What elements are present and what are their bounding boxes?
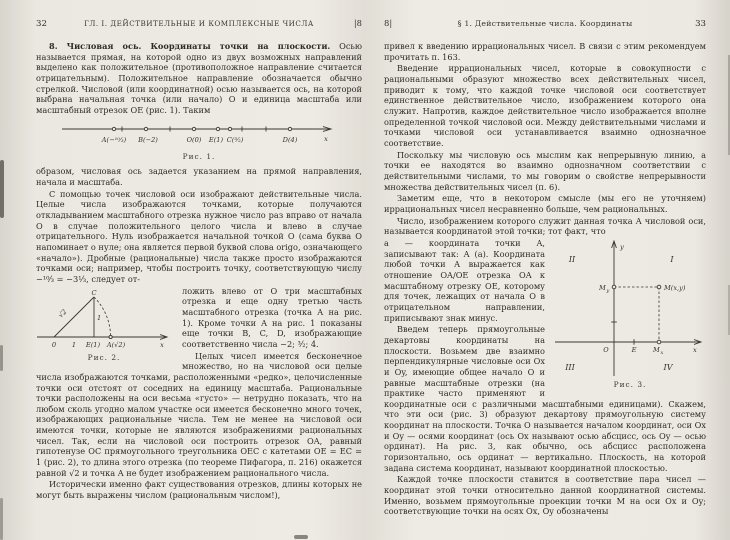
fig3-origin-label: O	[603, 345, 609, 354]
fig2-a-point-label: A(√2)	[106, 340, 126, 349]
fig3-e-point-label: E	[631, 345, 637, 354]
figure2-text-wrap	[36, 286, 362, 480]
figure-2	[36, 289, 172, 363]
left-page-number: 32	[36, 19, 47, 29]
paragraph-historical-note: Исторически именно факт существования отрезков, длины которых не могут быть выражены числом (рациональным числом!),	[36, 479, 362, 501]
paragraph-text: Осью называется прямая, на которой одно из двух возможных направлений выделено как положительное (противоположное направление считается отрицательным). Положительное направление обозначается обычно стрелкой. Числовой (или координатной) осью называется ось, на которой выбрана начальная точка (или начало) O и единица масштаба или масштабный отрезок OE (рис. 1). Таким	[36, 41, 362, 116]
fig3-m-point-label: M(x,y)	[664, 283, 686, 292]
paragraph-irrational-intro-continued: привел к введению иррациональных чисел. В связи с этим рекомендуем прочитать п. 163.	[384, 41, 706, 62]
fig2-top-vertex-label: C	[91, 288, 97, 297]
paragraph-axis-definition	[36, 41, 362, 116]
figure-2-caption: Рис. 2.	[87, 352, 121, 362]
fig1-point-label-d: D(4)	[282, 135, 298, 144]
fig2-base-leg-label: 1	[71, 340, 77, 349]
figure-3	[554, 238, 706, 390]
right-page	[384, 18, 706, 518]
inline-section-heading: 8. Числовая ось. Координаты точки на плоскости.	[49, 41, 331, 52]
figure-3-caption: Рис. 3.	[613, 379, 647, 389]
fig1-point-label-c: C(³⁄₂)	[226, 135, 244, 144]
paragraph-integer-points: С помощью точек числовой оси изображают действительные числа. Целые числа изображаются точками, которые получаются откладыванием масштабного отрезка нужное число раз вправо от начала O в случае положительного целого числа и влево в случае отрицательного. Нуль изображается начальной точкой O (сама буква O напоминает о нуле; она является первой буквой слова origo, означающего «начало»). Дробные (рациональные) числа также просто изображаются точками оси; например, чтобы построить точку, соответствующую числу −¹⁰⁄₃ = −3¹⁄₃, следует от-	[36, 188, 362, 284]
right-header-title: § 1. Действительные числа. Координаты	[457, 19, 633, 28]
fig3-y-axis-label: y	[620, 242, 624, 251]
paragraph-irrational-count-note: Заметим еще, что в некотором смысле (мы его не уточняем) иррациональных чисел несравненно больше, чем рациональных.	[384, 193, 706, 215]
paragraph-fractional-points-continued: ложить влево от O три масштабных отрезка и еще одну третью часть масштабного отрезка (точка A на рис. 1). Кроме точки A на рис. 1 показаны еще точки B, C, D, изображающие соответственно числа −2; ³⁄₂; 4.	[182, 285, 362, 349]
figure-1-caption: Рис. 1.	[182, 151, 216, 161]
left-corner-mark: |8	[353, 18, 362, 28]
number-line-diagram	[58, 120, 340, 150]
paragraph-coordinate-notation-continued: a — координата точки A, записывают так: A (a). Координата любой точки A выражается как отношение OA/OE отрезка OA к масштабному отрезку OE, которому для точек, лежащих от начала O в отрицательном направлении, приписывают знак минус.	[384, 237, 545, 323]
fig3-quadrant-1-label: I	[670, 254, 674, 264]
fig1-point-label-o: O(0)	[186, 135, 202, 144]
fig1-point-label-b: B(−2)	[138, 135, 158, 144]
right-running-head	[384, 18, 706, 30]
fig1-point-label-e: E(1)	[208, 135, 224, 144]
paragraph-irrational-introduction: Введение иррациональных чисел, которые в совокупности с рациональными образуют множество всех действительных чисел, приводит к тому, что каждой точке числовой оси соответствует единственное действительное число, изображением которого она служит. Напротив, каждое действительное число изображается вполне определенной точкой числовой оси. Между действительными числами и точками числовой оси устанавливается взаимно однозначное соответствие.	[384, 63, 706, 149]
right-page-number: 33	[695, 19, 706, 29]
scan-artifact-left-edge	[0, 345, 3, 371]
fig3-mx-subscript: x	[660, 349, 664, 356]
fig3-quadrant-3-label: III	[565, 362, 575, 372]
scan-artifact-left-edge	[0, 498, 3, 540]
scan-artifact-bottom-edge	[294, 535, 308, 539]
fig2-hypotenuse-label: √2	[56, 307, 69, 319]
figure-1	[36, 120, 362, 162]
fig3-my-label: M	[599, 283, 606, 292]
fig3-quadrant-4-label: IV	[663, 362, 673, 372]
paragraph-cartesian-coordinates: Введем теперь прямоугольные декартовы координаты на плоскости. Возьмем две взаимно перпендикулярные числовые оси Ox и Oy, имеющие общее начало O и равные масштабные отрезки (на практике часто применяют и координатные оси с различными масштабными единицами). Скажем, что эти оси (рис. 3) образуют декартову прямоугольную систему координат на плоскости. Точка O называется началом координат, оси Ox и Oy — осями координат (ось Ox называют осью абсцисс, ось Oy — осью ординат). На рис. 3, как обычно, ось абсцисс расположена горизонтально, ось ординат — вертикально. Плоскость, на которой задана система координат, называют координатной плоскостью.	[384, 324, 706, 473]
fig3-my-subscript: y	[606, 287, 610, 294]
fig3-x-axis-label: x	[693, 345, 697, 354]
figure3-text-wrap	[384, 238, 706, 474]
fig2-origin-label: 0	[51, 340, 57, 349]
fig3-quadrant-2-label: II	[568, 254, 576, 264]
cartesian-coordinates-diagram	[554, 238, 706, 378]
paragraph-density-of-points: Целых чисел имеется бесконечное множество, но на числовой оси целые числа изображаются точками, расположенными «редко», целочисленные точки оси отстоят от соседних на единицу масштаба. Рациональные точки расположены на оси весьма «густо» — нетрудно показать, что на любом сколь угодно малом участке оси имеется бесконечно много точек, изображающих рациональные числа. Тем не менее на числовой оси имеются точки, которые не являются изображениями рациональных чисел. Так, если на числовой оси построить отрезок OA, равный гипотенузе OC прямоугольного треугольника OEC с катетами OE = EC = 1 (рис. 2), то длина этого отрезка (по теореме Пифагора, п. 216) окажется равной √2 и точка A не будет изображением рационального числа.	[36, 350, 362, 478]
paragraph-axis-definition-continued: образом, числовая ось задается указанием на прямой направления, начала и масштаба.	[36, 166, 362, 188]
scan-artifact-left-edge	[0, 160, 4, 218]
fig1-point-label-a: A(−¹⁰⁄₃)	[101, 135, 127, 144]
fig1-axis-label-x: x	[324, 134, 328, 143]
fig2-axis-label-x: x	[160, 340, 164, 349]
sqrt2-triangle-diagram	[36, 289, 172, 351]
fig2-e-point-label: E(1)	[85, 340, 101, 349]
paragraph-continuity-property: Поскольку мы числовую ось мыслим как непрерывную линию, а точки ее находятся во взаимно однозначном соответствии с действительными числами, то мы говорим о свойстве непрерывности множества действительных чисел (п. 6).	[384, 149, 706, 192]
left-page	[36, 18, 362, 502]
right-corner-mark: 8|	[384, 18, 393, 28]
fig2-vertical-leg-label: 1	[97, 313, 102, 322]
fig3-mx-label: M	[653, 345, 660, 354]
left-running-head	[36, 18, 362, 30]
paragraph-point-projections: Каждой точке плоскости ставится в соответствие пара чисел — координат этой точки относительно данной координатной системы. Именно, возьмем прямоугольные проекции точки M на оси Ox и Oy; соответствующие точки на осях Ox, Oy обозначены	[384, 474, 706, 517]
left-header-title: ГЛ. I. ДЕЙСТВИТЕЛЬНЫЕ И КОМПЛЕКСНЫЕ ЧИСЛА	[84, 19, 314, 28]
paragraph-coordinate-definition: Число, изображением которого служит данная точка A числовой оси, называется координатой этой точки; тот факт, что	[384, 215, 706, 237]
